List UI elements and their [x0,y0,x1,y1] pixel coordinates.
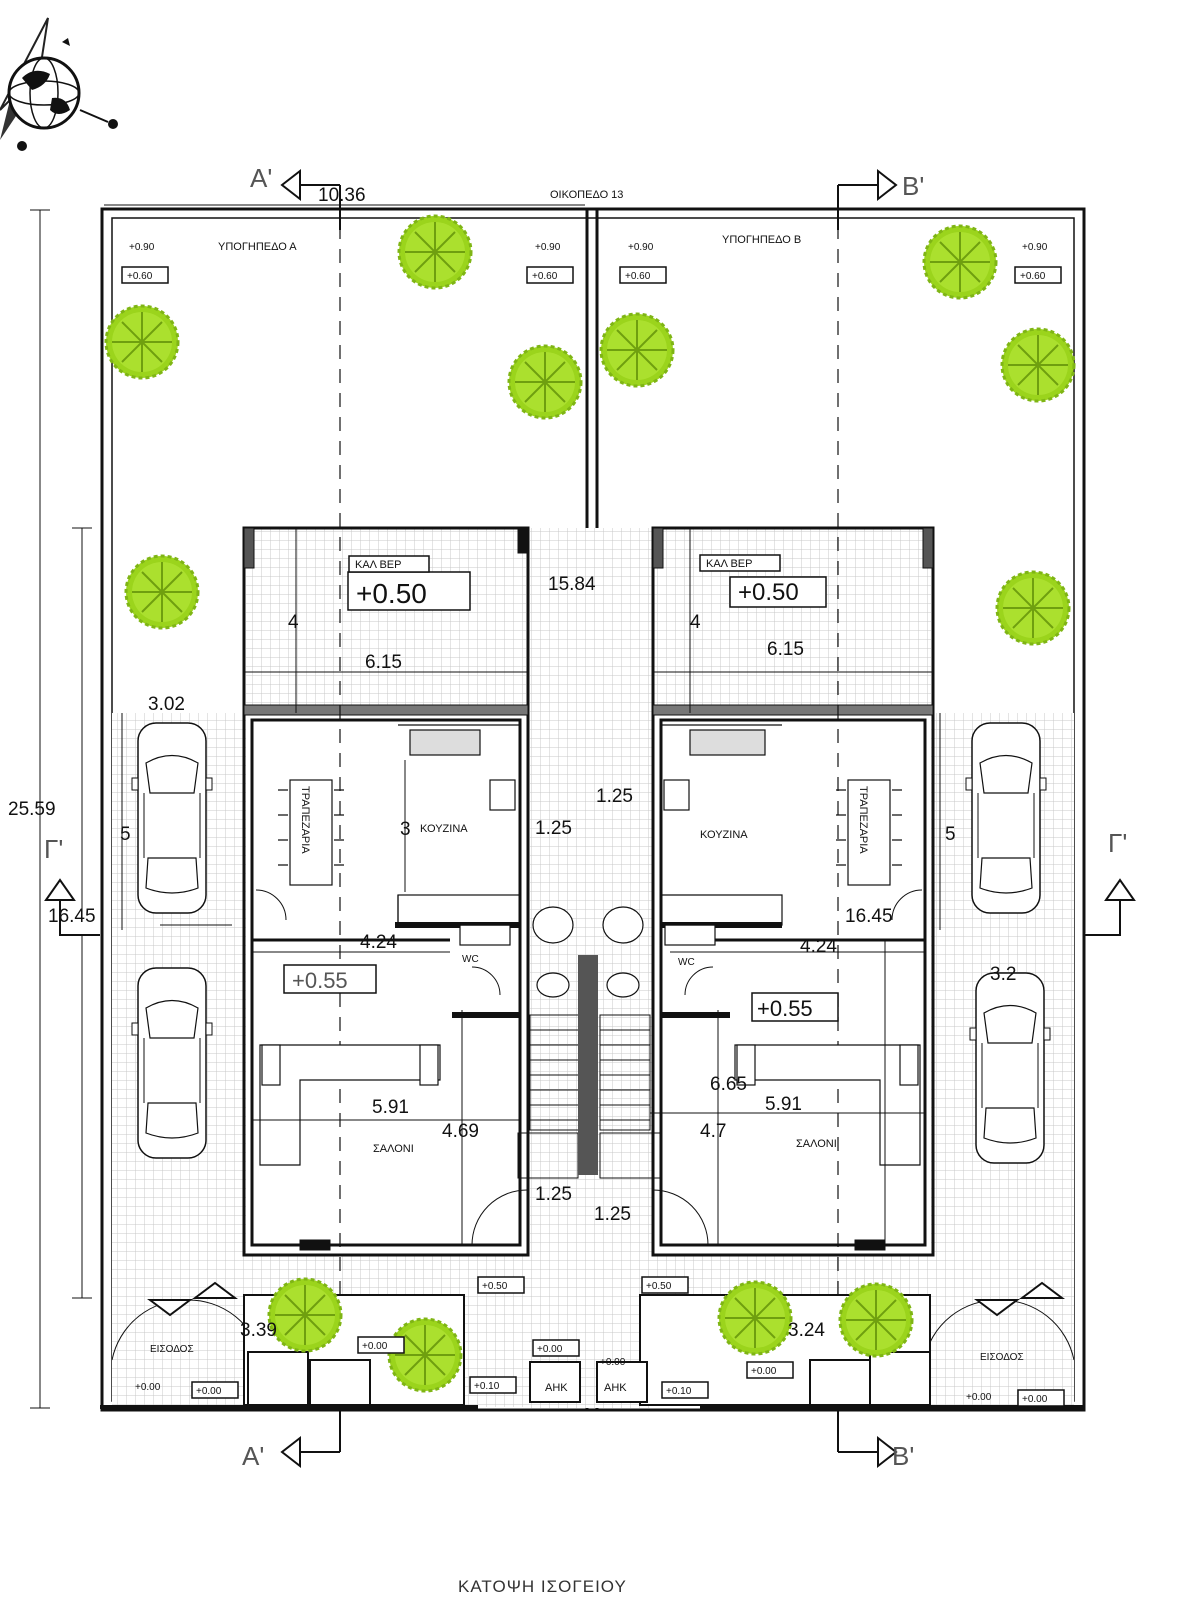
wc-b-label: WC [678,957,695,968]
entrance-b-label: ΕΙΣΟΔΟΣ [980,1352,1024,1363]
interior-b-level: +0.55 [757,996,813,1021]
dim-living-width-a: 5.91 [372,1097,409,1118]
dim-depth-mid: 15.84 [548,574,596,595]
kitchen-b-label: ΚΟΥΖΙΝΑ [700,829,748,841]
plot-label: ΟΙΚΟΠΕΔΟ 13 [550,189,624,201]
level-000-a: +0.00 [362,1341,388,1352]
dim-corridor-d: 1.25 [594,1204,631,1225]
compass-globe-icon [0,18,118,151]
veranda-b-label: ΚΑΛ ΒΕΡ [706,558,753,570]
level-tl2-b: +0.60 [625,271,651,282]
dim-veranda-depth-a: 4 [288,612,299,633]
dim-corridor-a: 1.25 [535,818,572,839]
level-000-g: +0.00 [966,1392,992,1403]
dim-car-width-a: 3.02 [148,694,185,715]
dim-top-width: 10.36 [318,185,366,206]
veranda-b-level: +0.50 [738,579,799,606]
unit-a-label: ΥΠΟΓΗΠΕΔΟ Α [218,241,297,253]
level-010-b: +0.10 [666,1386,692,1397]
level-tl-a: +0.90 [129,242,155,253]
dim-living-depth-b: 4.7 [700,1121,727,1142]
veranda-a-level: +0.50 [356,578,427,609]
level-000-e: +0.00 [1022,1394,1048,1405]
dim-width-b: 4.24 [800,936,837,957]
ahk-b-label: ΑΗΚ [604,1382,627,1394]
dim-stair: 6.65 [710,1074,747,1095]
dim-kitchen-depth: 3 [400,819,411,840]
kitchen-a-label: ΚΟΥΖΙΝΑ [420,823,468,835]
section-b-bottom-label: B' [892,1441,915,1471]
level-tl-b2: +0.90 [1022,242,1048,253]
dim-car-width-b: 3.2 [990,964,1017,985]
dim-corridor-c: 1.25 [535,1184,572,1205]
dim-side-b: 16.45 [845,906,893,927]
dim-veranda-depth-b: 4 [690,612,701,633]
veranda-a-label: ΚΑΛ ΒΕΡ [355,559,402,571]
section-g-left-label: Γ' [44,834,64,864]
level-tl2-b2: +0.60 [1020,271,1046,282]
dim-veranda-width-b: 6.15 [767,639,804,660]
dim-car-depth-a: 5 [120,824,131,845]
dim-side-a: 16.45 [48,906,96,927]
dim-living-depth-a: 4.69 [442,1121,479,1142]
level-000-h: +0.00 [600,1357,626,1368]
section-a-top-label: A' [250,163,273,193]
level-000-b: +0.00 [537,1344,563,1355]
dim-width-a: 4.24 [360,932,397,953]
level-010-a: +0.10 [474,1381,500,1392]
section-g-right-label: Γ' [1108,828,1128,858]
level-tl2-a: +0.60 [127,271,153,282]
living-b-label: ΣΑΛΟΝΙ [796,1138,837,1150]
living-a-label: ΣΑΛΟΝΙ [373,1143,414,1155]
dining-a-label: ΤΡΑΠΕΖΑΡΙΑ [299,786,311,854]
level-tl-b: +0.90 [628,242,654,253]
interior-a-level: +0.55 [292,968,348,993]
dim-veranda-width-a: 6.15 [365,652,402,673]
level-000-d: +0.00 [196,1386,222,1397]
dim-total-depth: 25.59 [8,799,56,820]
dim-living-width-b: 5.91 [765,1094,802,1115]
plan-title: ΚΑΤΟΨΗ ΙΣΟΓΕΙΟΥ [458,1577,627,1596]
dim-front-b: 3.24 [788,1320,825,1341]
level-000-c: +0.00 [751,1366,777,1377]
level-050-a: +0.50 [482,1281,508,1292]
dim-car-depth-b: 5 [945,824,956,845]
dim-front-a: 3.39 [240,1320,277,1341]
dim-corridor-b: 1.25 [596,786,633,807]
level-050-b: +0.50 [646,1281,672,1292]
dining-b-label: ΤΡΑΠΕΖΑΡΙΑ [857,786,869,854]
entrance-a-label: ΕΙΣΟΔΟΣ [150,1344,194,1355]
level-tl2-a2: +0.60 [532,271,558,282]
unit-b-label: ΥΠΟΓΗΠΕΔΟ Β [722,234,802,246]
section-a-bottom-label: A' [242,1441,265,1471]
level-tl-a2: +0.90 [535,242,561,253]
section-b-top-label: B' [902,171,925,201]
level-000-f: +0.00 [135,1382,161,1393]
wc-a-label: WC [462,954,479,965]
ahk-a-label: ΑΗΚ [545,1382,568,1394]
